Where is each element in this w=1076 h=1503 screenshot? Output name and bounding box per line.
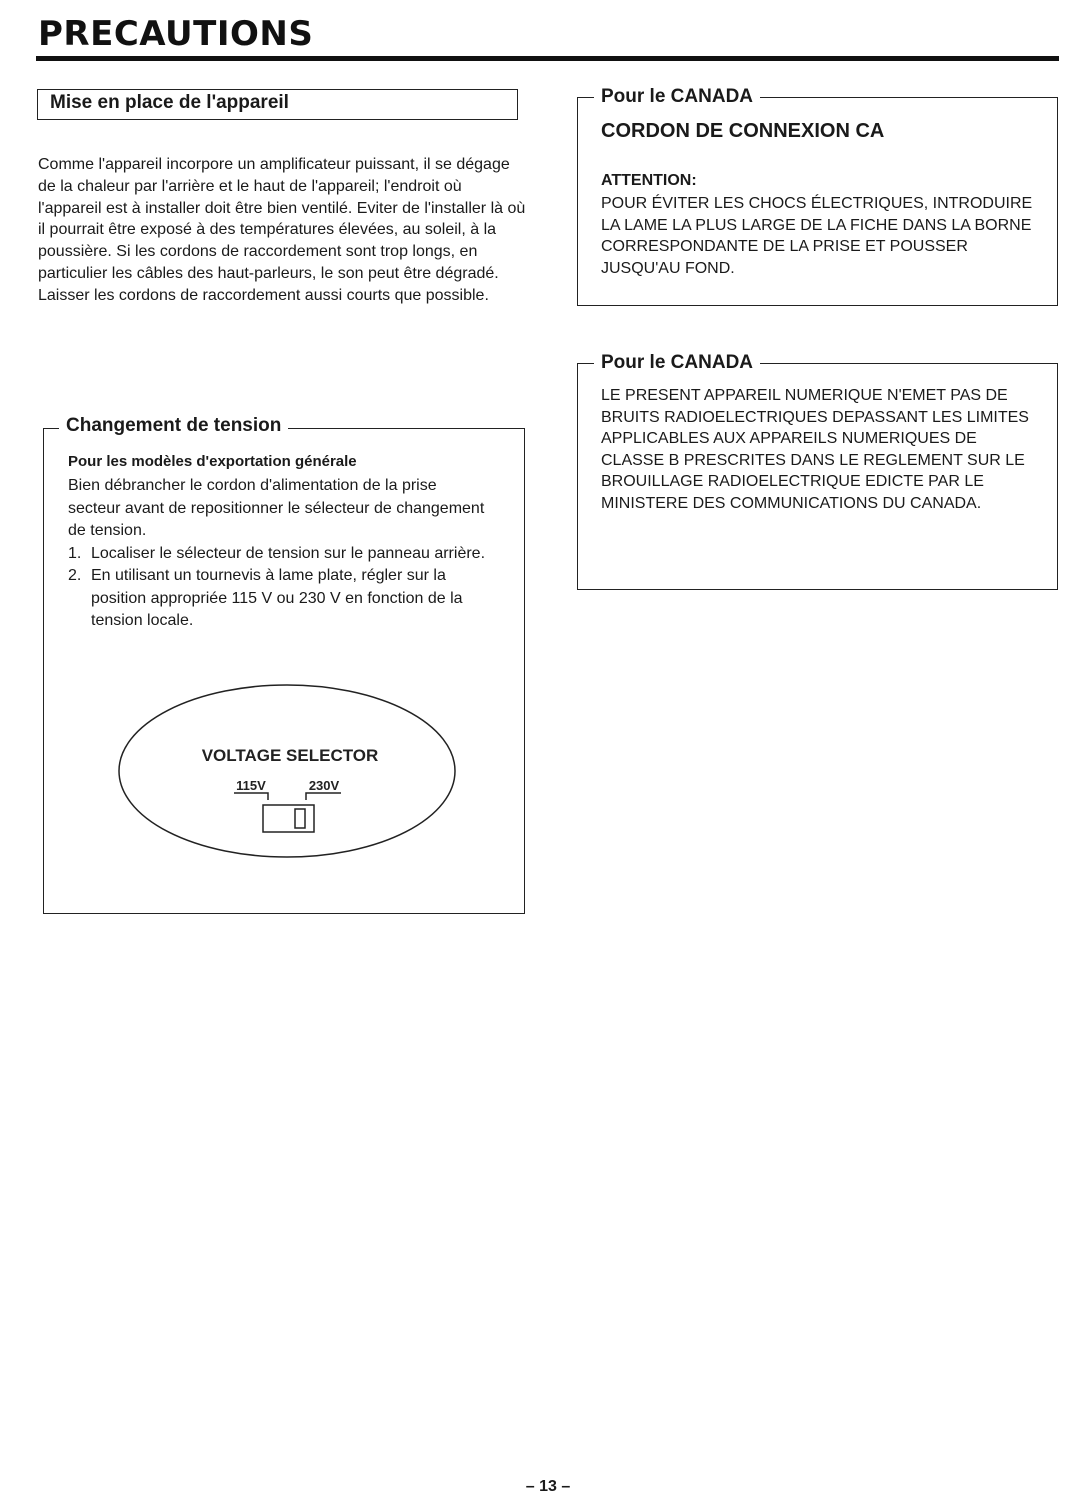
- placement-body: Comme l'appareil incorpore un amplificateur puissant, il se dégage de la chaleur par l'arrière et le haut de l'appareil; l'endroit où l'appareil est à installer doit être bien ventilé. Eviter de l'installer là où il pourrait être exposé à des températures élevées, au soleil, à la poussière. Si les cordons de raccordement sont trop longs, en particulier les câbles des haut-parleurs, le son peut être dégradé. Laisser les cordons de raccordement aussi courts que possible.: [38, 156, 526, 304]
- option-230v-label: 230V: [308, 778, 340, 793]
- option-115v-label: 115V: [236, 778, 266, 793]
- cordon-heading: CORDON DE CONNEXION CA: [601, 120, 885, 142]
- tension-subheading: Pour les modèles d'exportation générale: [68, 453, 357, 470]
- tension-intro: Bien débrancher le cordon d'alimentation de la prise secteur avant de repositionner le sélecteur de changement de tension.: [68, 477, 485, 539]
- step-number: 2.: [68, 567, 82, 584]
- canada-notice-section: [577, 352, 1058, 590]
- bracket-230v: [306, 793, 341, 800]
- placement-heading: Mise en place de l'appareil: [37, 89, 518, 120]
- switch-slider: [295, 809, 305, 828]
- tension-step: [68, 543, 488, 566]
- switch-housing: [263, 805, 314, 832]
- tension-instructions: [68, 475, 488, 633]
- voltage-selector-label: VOLTAGE SELECTOR: [201, 746, 379, 765]
- diagram-ellipse: [119, 685, 455, 857]
- canada-cord-legend: Pour le CANADA: [594, 86, 760, 108]
- canada-cord-section: [577, 86, 1058, 306]
- voltage-selector-diagram: [117, 679, 461, 859]
- page-number: – 13 –: [525, 1478, 571, 1495]
- tension-steps: [68, 543, 488, 633]
- title-rule: [36, 56, 1059, 61]
- page-title: PRECAUTIONS: [38, 14, 314, 54]
- tension-step: [68, 565, 488, 633]
- tension-section: [43, 415, 525, 914]
- attention-text: POUR ÉVITER LES CHOCS ÉLECTRIQUES, INTRODUIRE LA LAME LA PLUS LARGE DE LA FICHE DANS LA BORNE CORRESPONDANTE DE LA PRISE ET POUSSER JUSQU'AU FOND.: [601, 195, 1033, 277]
- bracket-115v: [234, 793, 268, 800]
- step-text: Localiser le sélecteur de tension sur le panneau arrière.: [91, 544, 486, 562]
- tension-heading: Changement de tension: [59, 415, 288, 437]
- canada-notice-text: LE PRESENT APPAREIL NUMERIQUE N'EMET PAS DE BRUITS RADIOELECTRIQUES DEPASSANT LES LIMITES APPLICABLES AUX APPAREILS NUMERIQUES DE CLASSE B PRESCRITES DANS LE REGLEMENT SUR LE BROUILLAGE RADIOELECTRIQUE EDICTE PAR LE MINISTERE DES COMMUNICATIONS DU CANADA.: [601, 387, 1029, 512]
- step-text: En utilisant un tournevis à lame plate, régler sur la position appropriée 115 V ou 230 V en fonction de la tension locale.: [91, 567, 463, 629]
- step-number: 1.: [68, 544, 82, 562]
- attention-label: ATTENTION:: [601, 172, 697, 189]
- canada-notice-legend: Pour le CANADA: [594, 352, 760, 374]
